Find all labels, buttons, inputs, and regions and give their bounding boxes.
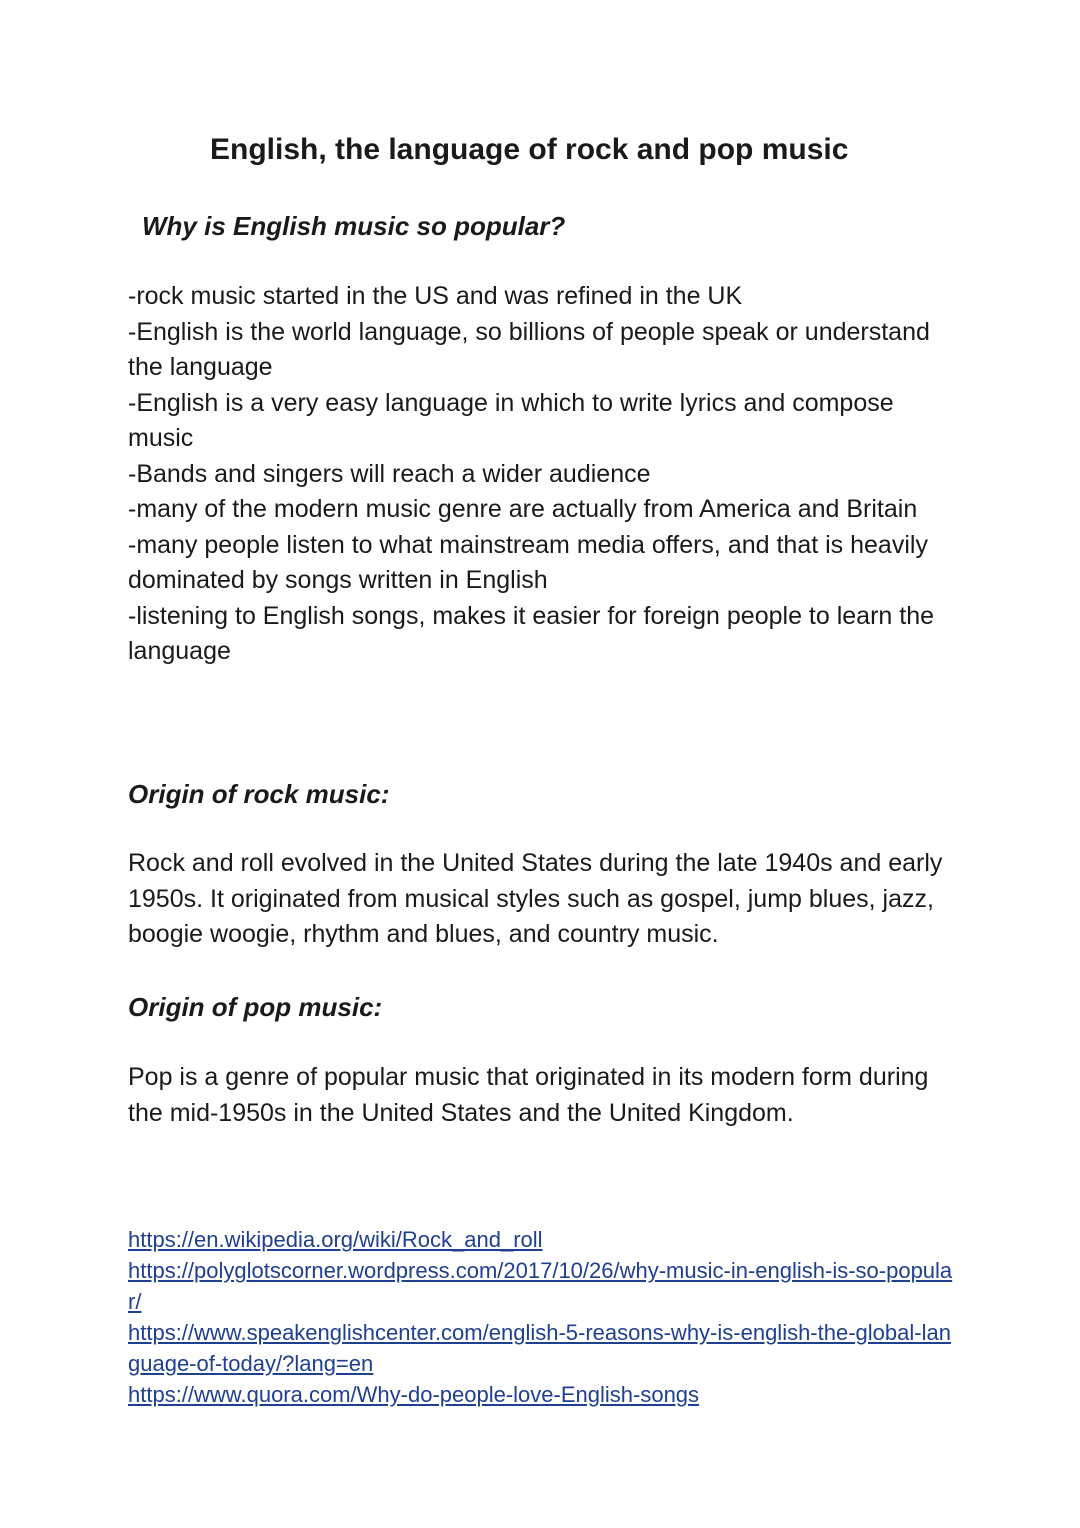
reason-item: -rock music started in the US and was refined in the UK — [128, 282, 743, 310]
reason-item: -many of the modern music genre are actually from America and Britain — [128, 495, 918, 523]
pop-origin-heading: Origin of pop music: — [128, 992, 383, 1022]
source-item — [128, 1317, 958, 1379]
question-heading: Why is English music so popular? — [142, 211, 566, 241]
reason-item: -listening to English songs, makes it easier for foreign people to learn the language — [128, 601, 935, 665]
source-link-speakenglishcenter[interactable]: https://www.speakenglishcenter.com/english-5-reasons-why-is-english-the-global-language-of-today/?lang=en — [128, 1320, 951, 1376]
source-link-quora[interactable]: https://www.quora.com/Why-do-people-love-English-songs — [128, 1382, 700, 1407]
pop-origin-paragraph: Pop is a genre of popular music that originated in its modern form during the mid-1950s in the United States and the United Kingdom. — [128, 1063, 929, 1127]
source-link-polyglotscorner[interactable]: https://polyglotscorner.wordpress.com/2017/10/26/why-music-in-english-is-so-popular/ — [128, 1258, 953, 1314]
reason-item: -English is a very easy language in which to write lyrics and compose music — [128, 388, 894, 452]
source-item — [128, 1224, 958, 1255]
reason-item: -many people listen to what mainstream media offers, and that is heavily dominated by songs written in English — [128, 530, 928, 594]
reasons-list — [128, 279, 958, 670]
source-item — [128, 1255, 958, 1317]
rock-origin-paragraph: Rock and roll evolved in the United States during the late 1940s and early 1950s. It originated from musical styles such as gospel, jump blues, jazz, boogie woogie, rhythm and blues, and country music. — [128, 849, 943, 948]
reason-item: -Bands and singers will reach a wider audience — [128, 459, 651, 488]
reason-item: -English is the world language, so billions of people speak or understand the language — [128, 317, 930, 381]
document-title: English, the language of rock and pop music — [210, 133, 849, 166]
source-link-wikipedia[interactable]: https://en.wikipedia.org/wiki/Rock_and_roll — [128, 1227, 543, 1252]
rock-origin-heading: Origin of rock music: — [128, 779, 390, 809]
sources-list — [128, 1224, 958, 1410]
source-item — [128, 1379, 958, 1410]
